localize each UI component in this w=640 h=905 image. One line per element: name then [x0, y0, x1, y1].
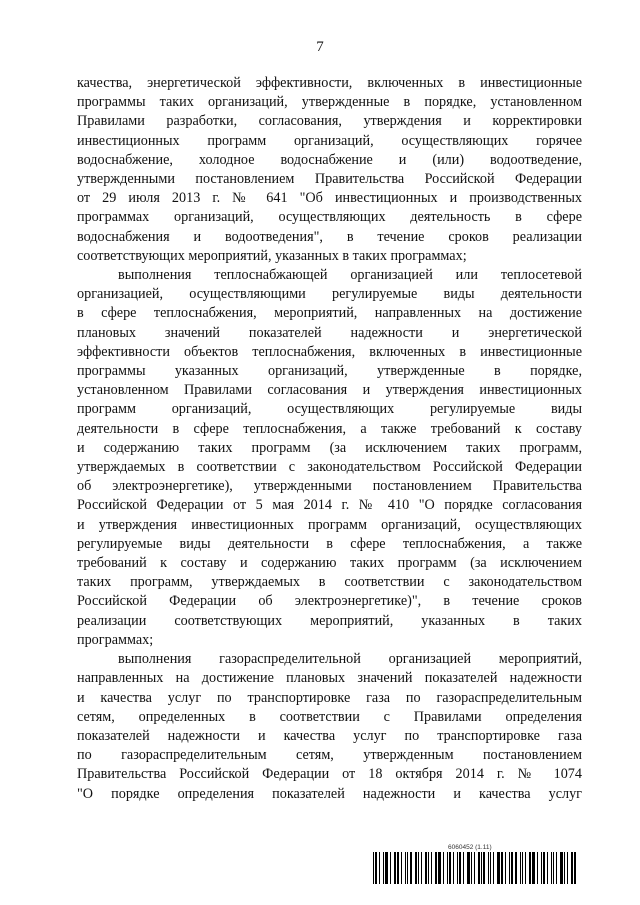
barcode-bar	[471, 852, 472, 884]
text-line: регулируемые виды деятельности в сфере теплоснабжения, а также	[77, 535, 582, 552]
barcode-bar	[405, 852, 406, 884]
text-line: таких программ, утверждаемых в соответствии с законодательством	[77, 574, 582, 591]
text-line: в сфере теплоснабжения, мероприятий, направленных на достижение	[77, 305, 582, 322]
text-line: программах;	[77, 631, 154, 648]
barcode-bar	[383, 852, 384, 884]
barcode-bar	[571, 852, 573, 884]
document-body	[77, 74, 582, 804]
text-line: водоснабжения и водоотведения", в течение сроков реализации	[77, 228, 582, 245]
barcode-bar	[453, 852, 454, 884]
barcode-bar	[375, 852, 377, 884]
barcode-bar	[397, 852, 399, 884]
barcode-bar	[537, 852, 538, 884]
barcode-bar	[457, 852, 458, 884]
text-line: водоснабжение, холодное водоснабжение и (или) водоотведение,	[77, 151, 582, 168]
text-line: программ организаций, осуществляющих регулируемые виды	[77, 401, 582, 418]
barcode-bar	[574, 852, 576, 884]
barcode-bar	[543, 852, 545, 884]
barcode-bar	[511, 852, 513, 884]
barcode-bar	[505, 852, 506, 884]
text-line: Российской Федерации об электроэнергетике)", в течение сроков	[77, 593, 582, 610]
text-line: Правилами разработки, согласования, утверждения и корректировки	[77, 113, 582, 130]
text-line: и содержанию таких программ (за исключением таких программ,	[77, 439, 582, 456]
barcode-bar	[493, 852, 494, 884]
barcode-bar	[390, 852, 391, 884]
barcode-bar	[529, 852, 531, 884]
barcode-bar	[501, 852, 503, 884]
barcode-bar	[532, 852, 535, 884]
barcode-bar	[421, 852, 422, 884]
text-line: сетям, определенных в соответствии с Правилами определения	[77, 708, 582, 725]
barcode-bar	[418, 852, 419, 884]
barcode-bar	[410, 852, 413, 884]
barcode-bar	[474, 852, 475, 884]
text-line: от 29 июля 2013 г. № 641 "Об инвестиционных и производственных	[77, 190, 582, 207]
text-line: выполнения теплоснабжающей организацией или теплосетевой	[118, 267, 582, 284]
barcode-bar	[556, 852, 557, 884]
barcode-bar	[435, 852, 437, 884]
text-line: программах организаций, осуществляющих деятельность в сфере	[77, 209, 582, 226]
barcode-bar	[564, 852, 565, 884]
barcode-bar	[379, 852, 380, 884]
barcode-bar	[394, 852, 396, 884]
barcode-bar	[515, 852, 517, 884]
barcode-bar	[560, 852, 563, 884]
barcode-bar	[567, 852, 568, 884]
text-line: Правительства Российской Федерации от 18 октября 2014 г. № 1074	[77, 766, 582, 783]
barcode-bar	[428, 852, 429, 884]
barcode-bar	[488, 852, 489, 884]
barcode-bar	[431, 852, 432, 884]
barcode	[373, 852, 578, 884]
text-line: соответствующих мероприятий, указанных в таких программах;	[77, 247, 467, 264]
text-line: требований к составу и содержанию таких программ (за исключением	[77, 555, 582, 572]
barcode-bar	[447, 852, 448, 884]
text-line: показателей надежности и качества услуг по транспортировке газа	[77, 727, 582, 744]
barcode-bar	[415, 852, 417, 884]
text-line: установленном Правилами согласования и утверждения инвестиционных	[77, 382, 582, 399]
text-line: плановых значений показателей надежности и энергетической	[77, 324, 582, 341]
barcode-bar	[438, 852, 441, 884]
barcode-bar	[483, 852, 485, 884]
text-line: направленных на достижение плановых значений показателей надежности	[77, 670, 582, 687]
text-line: и качества услуг по транспортировке газа по газораспределительным	[77, 689, 582, 706]
barcode-bar	[522, 852, 523, 884]
text-line: утверждаемых в соответствии с законодательством Российской Федерации	[77, 459, 582, 476]
barcode-bar	[425, 852, 427, 884]
text-line: инвестиционных программ организаций, осуществляющих горячее	[77, 132, 582, 149]
barcode-bar	[478, 852, 480, 884]
barcode-bar	[407, 852, 408, 884]
text-line: организацией, осуществляющими регулируемые виды деятельности	[77, 286, 582, 303]
barcode-bar	[490, 852, 491, 884]
page-number: 7	[316, 39, 324, 55]
barcode-bar	[525, 852, 526, 884]
text-line: Российской Федерации от 5 мая 2014 г. № 410 "О порядке согласования	[77, 497, 582, 514]
text-line: эффективности объектов теплоснабжения, включенных в инвестиционные	[77, 343, 582, 360]
text-line: программы таких организаций, утвержденные в порядке, установленном	[77, 94, 582, 111]
barcode-bar	[459, 852, 461, 884]
document-code: 6060452 (1.11)	[448, 844, 492, 851]
text-line: "О порядке определения показателей надежности и качества услуг	[77, 785, 582, 802]
barcode-bar	[520, 852, 521, 884]
barcode-bar	[541, 852, 542, 884]
barcode-bar	[463, 852, 464, 884]
barcode-bar	[547, 852, 548, 884]
barcode-bar	[553, 852, 555, 884]
barcode-bar	[467, 852, 470, 884]
text-line: утвержденными постановлением Правительства Российской Федерации	[77, 171, 582, 188]
barcode-bar	[373, 852, 374, 884]
text-line: качества, энергетической эффективности, включенных в инвестиционные	[77, 75, 582, 91]
text-line: и утверждения инвестиционных программ организаций, осуществляющих	[77, 516, 582, 533]
barcode-bar	[385, 852, 388, 884]
barcode-bar	[401, 852, 402, 884]
barcode-bar	[449, 852, 451, 884]
barcode-bar	[497, 852, 500, 884]
barcode-bar	[509, 852, 510, 884]
text-line: выполнения газораспределительной организацией мероприятий,	[118, 651, 582, 668]
text-line: об электроэнергетике), утвержденными постановлением Правительства	[77, 478, 582, 495]
text-line: реализации соответствующих мероприятий, указанных в таких	[77, 612, 582, 629]
text-line: деятельности в сфере теплоснабжения, а также требований к составу	[77, 420, 582, 437]
barcode-bar	[481, 852, 482, 884]
barcode-bar	[551, 852, 552, 884]
text-line: программы указанных организаций, утвержденные в порядке,	[77, 363, 582, 380]
barcode-bar	[443, 852, 444, 884]
text-line: по газораспределительным сетям, утвержденным постановлением	[77, 747, 582, 764]
